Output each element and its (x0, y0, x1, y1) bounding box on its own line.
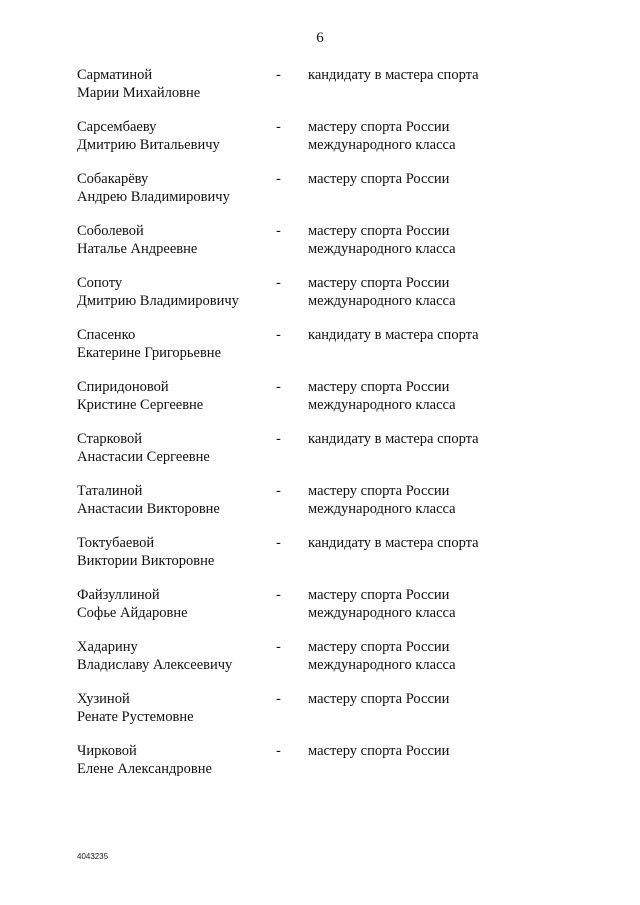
sport-title (308, 586, 618, 622)
awardee-name (77, 586, 267, 622)
title-line: мастеру спорта России (308, 171, 450, 187)
title-line: международного класса (308, 241, 456, 257)
surname: Файзуллиной (77, 587, 160, 603)
separator-dash: - (276, 587, 281, 603)
list-item (0, 274, 640, 326)
surname: Сарсембаеву (77, 119, 157, 135)
title-line: международного класса (308, 293, 456, 309)
awardee-name (77, 430, 267, 466)
sport-title (308, 534, 618, 552)
title-line: кандидату в мастера спорта (308, 67, 479, 83)
separator-dash: - (276, 327, 281, 343)
given-names: Анастасии Сергеевне (77, 449, 210, 465)
title-line: международного класса (308, 397, 456, 413)
separator-dash: - (276, 535, 281, 551)
list-item (0, 378, 640, 430)
awardee-name (77, 742, 267, 778)
awardee-name (77, 690, 267, 726)
sport-title (308, 638, 618, 674)
list-item (0, 430, 640, 482)
title-line: международного класса (308, 501, 456, 517)
list-item (0, 118, 640, 170)
awardee-name (77, 66, 267, 102)
surname: Спиридоновой (77, 379, 169, 395)
given-names: Наталье Андреевне (77, 241, 198, 257)
awardee-name (77, 482, 267, 518)
sport-title (308, 430, 618, 448)
surname: Сарматиной (77, 67, 153, 83)
title-line: международного класса (308, 605, 456, 621)
awardee-name (77, 534, 267, 570)
title-line: мастеру спорта России (308, 379, 450, 395)
list-item (0, 742, 640, 794)
title-line: мастеру спорта России (308, 275, 450, 291)
given-names: Елене Александровне (77, 761, 212, 777)
awardee-name (77, 118, 267, 154)
title-line: мастеру спорта России (308, 691, 450, 707)
awardee-name (77, 326, 267, 362)
separator-dash: - (276, 483, 281, 499)
title-line: международного класса (308, 657, 456, 673)
separator-dash: - (276, 431, 281, 447)
title-line: международного класса (308, 137, 456, 153)
list-item (0, 638, 640, 690)
surname: Таталиной (77, 483, 143, 499)
title-line: кандидату в мастера спорта (308, 431, 479, 447)
sport-title (308, 742, 618, 760)
title-line: кандидату в мастера спорта (308, 327, 479, 343)
sport-title (308, 326, 618, 344)
separator-dash: - (276, 275, 281, 291)
surname: Соболевой (77, 223, 144, 239)
awardee-name (77, 170, 267, 206)
document-code: 4043235 (77, 852, 109, 861)
title-line: мастеру спорта России (308, 587, 450, 603)
sport-title (308, 378, 618, 414)
list-item (0, 586, 640, 638)
surname: Токтубаевой (77, 535, 155, 551)
given-names: Владиславу Алексеевичу (77, 657, 233, 673)
given-names: Дмитрию Витальевичу (77, 137, 220, 153)
list-item (0, 690, 640, 742)
separator-dash: - (276, 119, 281, 135)
sport-title (308, 66, 618, 84)
title-line: мастеру спорта России (308, 639, 450, 655)
surname: Сопоту (77, 275, 123, 291)
list-item (0, 326, 640, 378)
given-names: Виктории Викторовне (77, 553, 215, 569)
sport-title (308, 222, 618, 258)
sport-title (308, 690, 618, 708)
sport-title (308, 274, 618, 310)
surname: Чирковой (77, 743, 137, 759)
given-names: Софье Айдаровне (77, 605, 188, 621)
page-number: 6 (316, 30, 324, 46)
given-names: Екатерине Григорьевне (77, 345, 222, 361)
list-item (0, 170, 640, 222)
title-line: мастеру спорта России (308, 483, 450, 499)
given-names: Андрею Владимировичу (77, 189, 230, 205)
separator-dash: - (276, 67, 281, 83)
surname: Хузиной (77, 691, 130, 707)
given-names: Кристине Сергеевне (77, 397, 204, 413)
surname: Собакарёву (77, 171, 149, 187)
given-names: Ренате Рустемовне (77, 709, 194, 725)
given-names: Дмитрию Владимировичу (77, 293, 239, 309)
title-line: мастеру спорта России (308, 743, 450, 759)
sport-title (308, 118, 618, 154)
separator-dash: - (276, 223, 281, 239)
list-item (0, 222, 640, 274)
awardee-name (77, 378, 267, 414)
separator-dash: - (276, 171, 281, 187)
title-line: кандидату в мастера спорта (308, 535, 479, 551)
list-item (0, 66, 640, 118)
given-names: Марии Михайловне (77, 85, 201, 101)
separator-dash: - (276, 743, 281, 759)
awardee-list (0, 66, 640, 794)
title-line: мастеру спорта России (308, 119, 450, 135)
list-item (0, 482, 640, 534)
surname: Спасенко (77, 327, 136, 343)
awardee-name (77, 274, 267, 310)
sport-title (308, 482, 618, 518)
title-line: мастеру спорта России (308, 223, 450, 239)
awardee-name (77, 638, 267, 674)
separator-dash: - (276, 639, 281, 655)
sport-title (308, 170, 618, 188)
given-names: Анастасии Викторовне (77, 501, 220, 517)
separator-dash: - (276, 379, 281, 395)
surname: Старковой (77, 431, 142, 447)
separator-dash: - (276, 691, 281, 707)
list-item (0, 534, 640, 586)
awardee-name (77, 222, 267, 258)
surname: Хадарину (77, 639, 138, 655)
